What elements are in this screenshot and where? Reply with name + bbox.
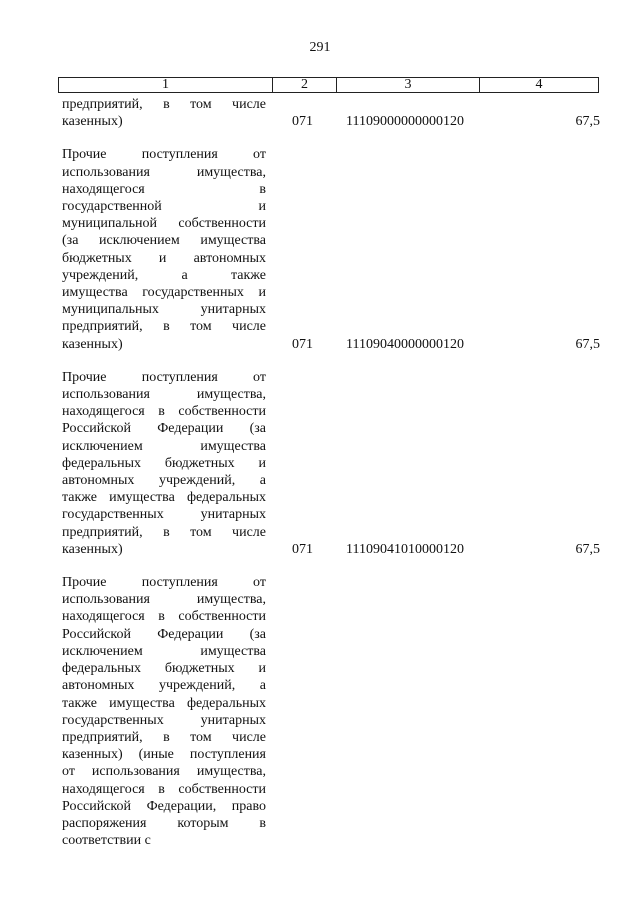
description-line: государственных унитарных (62, 507, 266, 523)
description-line: Прочие поступления от (62, 147, 266, 163)
description-line: от использования имущества, (62, 764, 266, 780)
description-line: федеральных бюджетных и (62, 455, 266, 471)
row-description (62, 146, 266, 352)
description-line: казенных) (62, 541, 123, 557)
description-line: Российской Федерации (за (62, 421, 266, 437)
description-line: учреждений, а также (62, 267, 266, 283)
amount-value: 67,5 (575, 541, 600, 557)
amount-value: 67,5 (575, 336, 600, 352)
description-line: автономных учреждений, а (62, 473, 266, 489)
description-line: находящегося в собственности (62, 609, 266, 625)
budget-classification-code: 11109041010000120 (346, 541, 464, 557)
description-line: казенных) (иные поступления (62, 747, 266, 763)
table-row (62, 574, 600, 849)
description-line: (за исключением имущества (62, 233, 266, 249)
description-line: предприятий, в том числе (62, 319, 266, 335)
table-body (62, 96, 600, 865)
description-line: соответствии с (62, 833, 151, 849)
description-line: также имущества федеральных (62, 490, 266, 506)
description-line: исключением имущества (62, 643, 266, 659)
description-line: Российской Федерации, право (62, 798, 266, 814)
table-row (62, 96, 600, 130)
description-line: бюджетных и автономных (62, 250, 266, 266)
description-line: использования имущества, (62, 164, 266, 180)
amount-value: 67,5 (575, 114, 600, 130)
description-line: Прочие поступления от (62, 369, 266, 385)
row-description (62, 96, 266, 130)
description-line: находящегося в (62, 181, 266, 197)
description-line: находящегося в собственности (62, 781, 266, 797)
description-line: автономных учреждений, а (62, 678, 266, 694)
description-line: предприятий, в том числе (62, 97, 266, 112)
description-line: находящегося в собственности (62, 404, 266, 420)
page-number: 291 (309, 40, 331, 55)
admin-code: 071 (292, 114, 313, 130)
admin-code: 071 (292, 541, 313, 557)
description-line: казенных) (62, 336, 123, 352)
description-line: федеральных бюджетных и (62, 661, 266, 677)
description-line: предприятий, в том числе (62, 524, 266, 540)
table-header (58, 77, 599, 93)
table-row (62, 369, 600, 558)
description-line: имущества государственных и (62, 285, 266, 301)
description-line: казенных) (62, 114, 123, 130)
description-line: исключением имущества (62, 438, 266, 454)
row-description (62, 574, 266, 849)
column-header-3: 3 (337, 78, 480, 92)
column-header-1: 1 (59, 78, 273, 92)
description-line: Российской Федерации (за (62, 626, 266, 642)
description-line: государственной и (62, 199, 266, 215)
description-line: предприятий, в том числе (62, 729, 266, 745)
row-description (62, 369, 266, 558)
description-line: использования имущества, (62, 592, 266, 608)
admin-code: 071 (292, 336, 313, 352)
description-line: Прочие поступления от (62, 575, 266, 591)
description-line: государственных унитарных (62, 712, 266, 728)
description-line: муниципальной собственности (62, 216, 266, 232)
budget-classification-code: 11109000000000120 (346, 114, 464, 130)
column-header-4: 4 (535, 77, 543, 92)
description-line: использования имущества, (62, 387, 266, 403)
description-line: распоряжения которым в (62, 815, 266, 831)
column-header-2: 2 (273, 78, 337, 92)
description-line: также имущества федеральных (62, 695, 266, 711)
budget-classification-code: 11109040000000120 (346, 336, 464, 352)
description-line: муниципальных унитарных (62, 302, 266, 318)
table-row (62, 146, 600, 352)
